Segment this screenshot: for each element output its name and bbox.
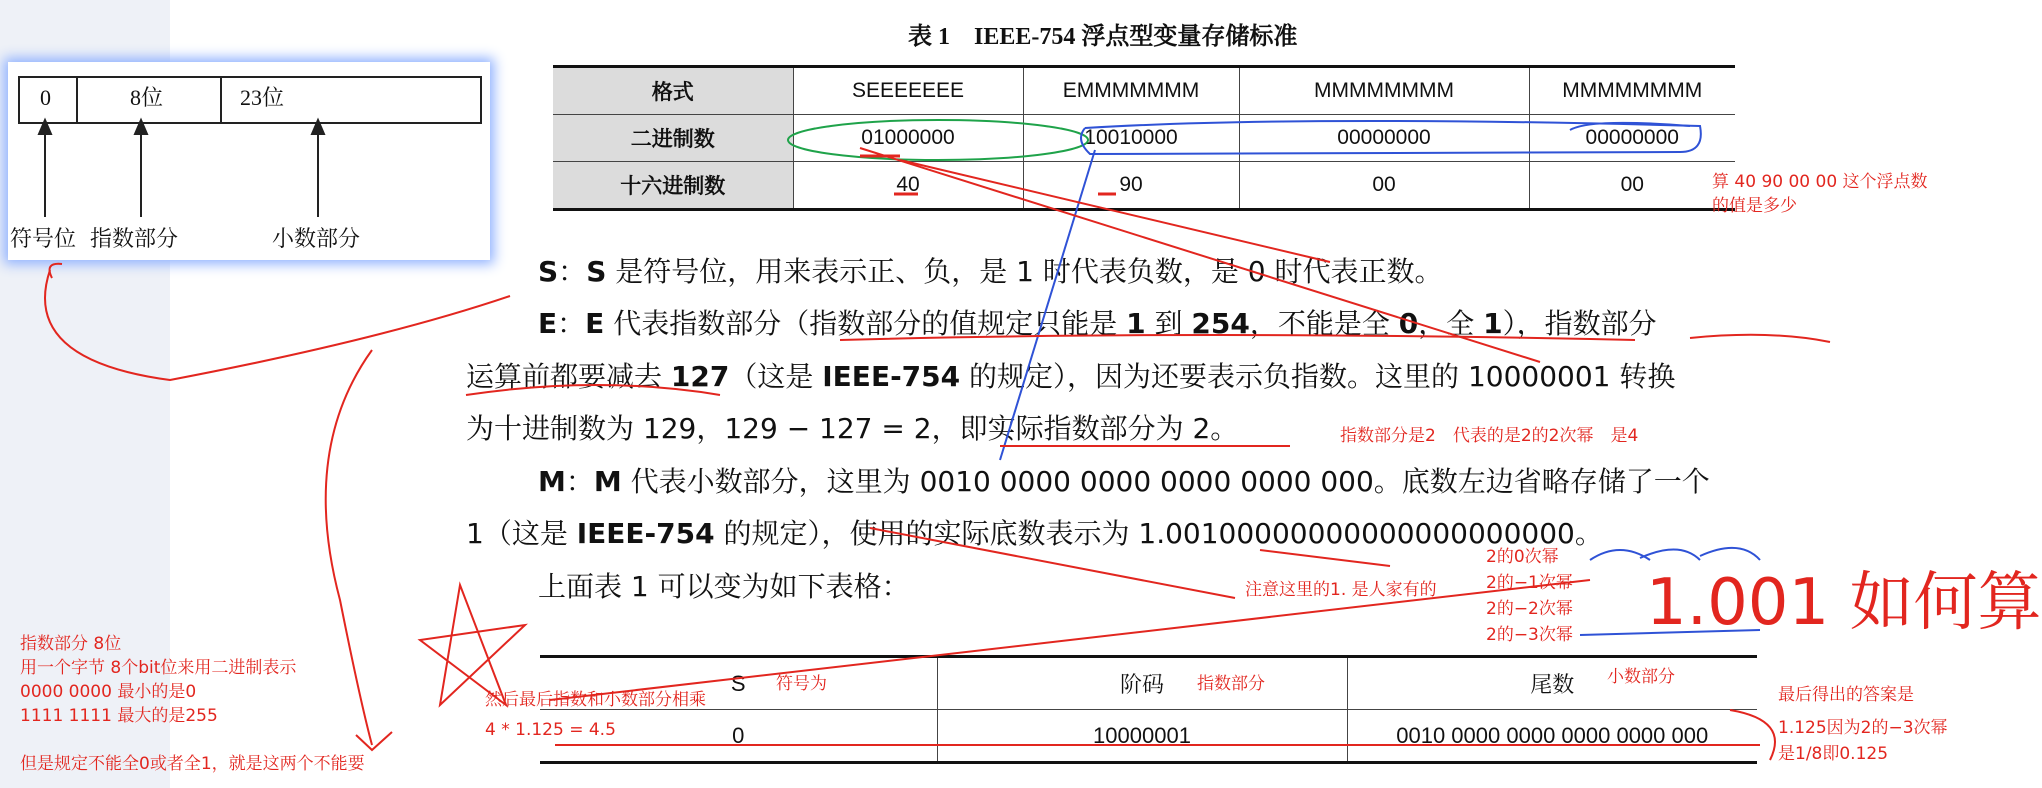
table-cell: 00000000 [1239, 115, 1529, 162]
bit-layout-figure [8, 62, 490, 260]
text-run: ，全 [1418, 307, 1484, 340]
exponent-bits-note: 0000 0000 最小的是0 [20, 682, 197, 702]
bold-run: 254 [1191, 307, 1250, 340]
row-header: 格式 [553, 67, 793, 115]
table-cell: 00000000 [1529, 115, 1735, 162]
bold-run: 1 [1126, 307, 1146, 340]
row-header: 十六进制数 [553, 162, 793, 210]
sign-label-note: 符号为 [776, 674, 827, 694]
table-cell: 0 [540, 710, 937, 763]
power-note: 2的−3次幂 [1486, 625, 1573, 645]
exponent-label: 指数部分 [90, 227, 179, 252]
how-to-calculate-note: 1.001 如何算 [1646, 566, 2042, 640]
multiply-note-line1: 然后最后指数和小数部分相乘 [485, 690, 706, 710]
sign-bit-cell: 0 [40, 85, 51, 110]
sign-paragraph: S：S 是符号位，用来表示正、负，是 1 时代表负数，是 0 时代表正数。 [538, 255, 1443, 288]
term-e-repeat: E [585, 307, 605, 340]
exponent-label-note: 指数部分 [1197, 674, 1265, 694]
table-cell: MMMMMMMM [1529, 67, 1735, 115]
exponent-bits-note: 1111 1111 最大的是255 [20, 706, 218, 726]
text-run: 代表指数部分（指数部分的值规定只能是 [604, 307, 1127, 340]
column-header: 阶码 [937, 657, 1347, 710]
table-cell: 0010 0000 0000 0000 0000 000 [1347, 710, 1757, 763]
power-note: 2的−2次幂 [1486, 599, 1573, 619]
table-row [540, 657, 1757, 710]
implicit-one-note: 注意这里的1. 是人家有的 [1245, 580, 1437, 600]
text-run: 1（这是 [466, 517, 577, 550]
exponent-bits-note: 用一个字节 8个bit位来用二进制表示 [20, 658, 297, 678]
bold-run: 1 [1483, 307, 1503, 340]
table-cell: 10000001 [937, 710, 1347, 763]
table-row [553, 115, 1735, 162]
table-row [553, 67, 1735, 115]
table-intro: 上面表 1 可以变为如下表格： [538, 570, 910, 603]
fraction-bits-cell: 23位 [240, 85, 285, 110]
mantissa-paragraph-line2 [466, 512, 1603, 552]
answer-note-line1: 最后得出的答案是 [1778, 685, 1914, 705]
table-cell: 00 [1239, 162, 1529, 210]
table-cell: 01000000 [793, 115, 1023, 162]
sign-bit-label: 符号位 [10, 227, 77, 252]
exponent-bits-note: 指数部分 8位 [20, 634, 122, 654]
bold-run: 127 [670, 360, 730, 393]
term-s: S [538, 255, 559, 288]
answer-note-line3: 是1/8即0.125 [1778, 744, 1889, 764]
fraction-label: 小数部分 [272, 227, 361, 252]
text-run: 的规定），使用的实际底数表示为 1.00100000000000000000000。 [714, 517, 1603, 550]
exponent-paragraph-line3: 为十进制数为 129，129 − 127 = 2，即实际指数部分为 2。 [466, 412, 1239, 445]
exponent-note: 指数部分是2 代表的是2的2次幂 是4 [1340, 426, 1639, 446]
sem-table [540, 655, 1757, 764]
table-cell: 40 [793, 162, 1023, 210]
text-run: 代表小数部分，这里为 0010 0000 0000 0000 0000 000。底数左边省略存储了一个 [621, 465, 1710, 498]
exponent-paragraph-line2 [466, 355, 1675, 395]
table1-title: 表 1 IEEE-754 浮点型变量存储标准 [908, 24, 1298, 50]
bit-arrows [8, 62, 490, 260]
text-run: ），指数部分 [1502, 307, 1657, 340]
term-e: E [538, 307, 558, 340]
text-run: （这是 [729, 360, 823, 393]
table-row [553, 162, 1735, 210]
question-note-line2: 的值是多少 [1712, 196, 1797, 216]
power-note: 2的0次幂 [1486, 547, 1559, 567]
table-cell: 90 [1023, 162, 1239, 210]
ieee754-table [553, 65, 1735, 211]
bold-run: IEEE-754 [822, 360, 961, 393]
mantissa-paragraph-line1: M：M 代表小数部分，这里为 0010 0000 0000 0000 0000 000。底数左边省略存储了一个 [538, 465, 1710, 498]
text-run: ，不能是全 [1249, 307, 1399, 340]
table-cell: SEEEEEEE [793, 67, 1023, 115]
term-s-repeat: S [586, 255, 607, 288]
answer-note-line2: 1.125因为2的−3次幂 [1778, 718, 1948, 738]
term-m-repeat: M [593, 465, 622, 498]
question-note-line1: 算 40 90 00 00 这个浮点数 [1712, 172, 1928, 192]
table-cell: EMMMMMMM [1023, 67, 1239, 115]
exponent-paragraph-line1: E：E 代表指数部分（指数部分的值规定只能是 1 到 254，不能是全 0，全 1），指数部分 [538, 307, 1657, 340]
table-cell: 00 [1529, 162, 1735, 210]
text-run: 到 [1145, 307, 1192, 340]
table-cell: 10010000 [1023, 115, 1239, 162]
multiply-note-line2: 4 * 1.125 = 4.5 [485, 720, 616, 740]
row-header: 二进制数 [553, 115, 793, 162]
column-header: 尾数 [1347, 657, 1757, 710]
text-run: 运算前都要减去 [466, 360, 671, 393]
term-m: M [538, 465, 566, 498]
exponent-bits-cell: 8位 [130, 85, 164, 110]
bold-run: IEEE-754 [576, 517, 715, 550]
power-note: 2的−1次幂 [1486, 573, 1573, 593]
exclusion-note: 但是规定不能全0或者全1，就是这两个不能要 [20, 754, 365, 774]
table-row [540, 710, 1757, 763]
table-cell: MMMMMMMM [1239, 67, 1529, 115]
sign-text: 是符号位，用来表示正、负，是 1 时代表负数，是 0 时代表正数。 [606, 255, 1443, 288]
column-header: S [540, 657, 937, 710]
fraction-label-note: 小数部分 [1607, 667, 1675, 687]
bold-run: 0 [1398, 307, 1419, 340]
text-run: 的规定），因为还要表示负指数。这里的 10000001 转换 [960, 360, 1676, 393]
